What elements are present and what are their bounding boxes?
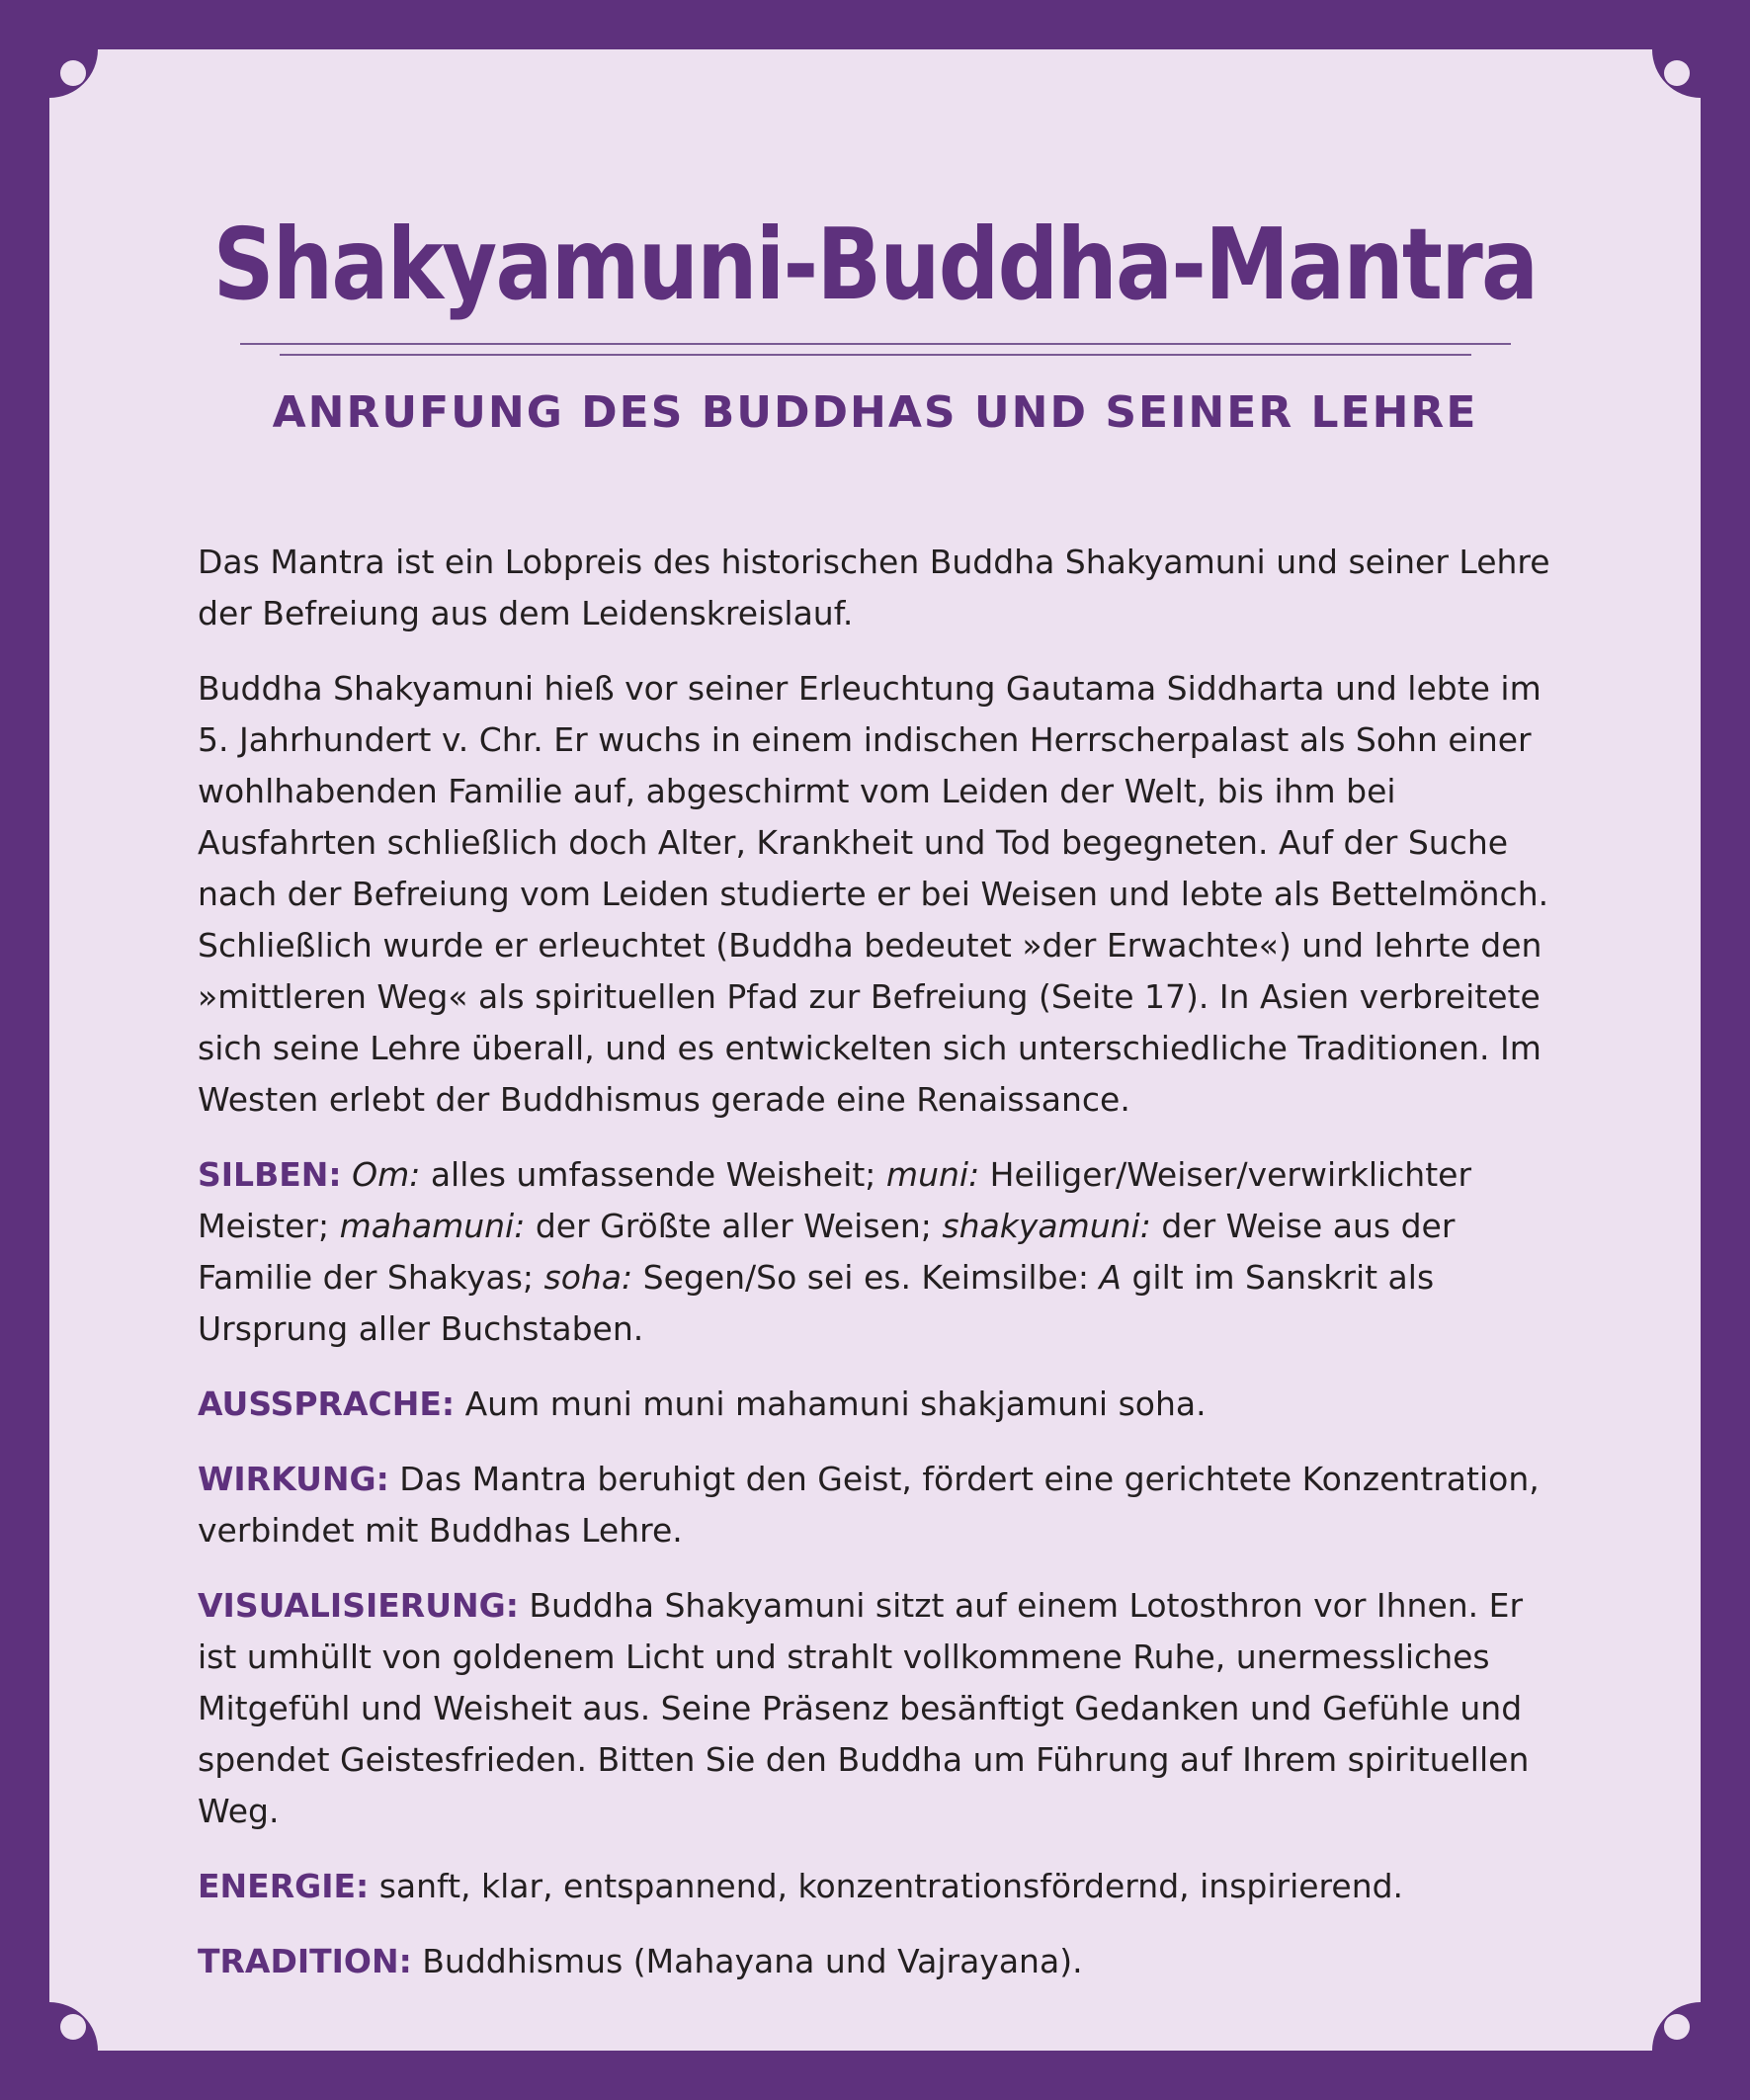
syllable-desc: der Weise aus der Familie der Shakyas; xyxy=(198,1207,1456,1297)
section-wirkung xyxy=(198,1454,1561,1556)
page-subtitle: ANRUFUNG DES BUDDHAS UND SEINER LEHRE xyxy=(272,387,1478,438)
section-text: Aum muni muni mahamuni shakjamuni soha. xyxy=(455,1385,1207,1423)
syllable-term: A xyxy=(1099,1258,1122,1297)
syllable-term: mahamuni: xyxy=(339,1207,526,1245)
syllable-desc: gilt im Sanskrit als Ursprung aller Buchstaben. xyxy=(198,1258,1435,1348)
syllable-desc: der Größte aller Weisen; xyxy=(525,1207,943,1245)
section-text: Das Mantra beruhigt den Geist, fördert eine gerichtete Konzentration, verbindet mit Buddhas Lehre. xyxy=(198,1460,1540,1550)
section-silben xyxy=(198,1149,1561,1355)
intro-paragraph-2: Buddha Shakyamuni hieß vor seiner Erleuchtung Gautama Siddharta und lebte im 5. Jahrhundert v. Chr. Er wuchs in einem indischen Herrscherpalast als Sohn einer wohlhabenden Familie auf, abgeschirmt vom Leiden der Welt, bis ihm bei Ausfahrten schließlich doch Alter, Krankheit und Tod begegneten. Auf der Suche nach der Befreiung vom Leiden studierte er bei Weisen und lebte als Bettelmönch. Schließlich wurde er erleuchtet (Buddha bedeutet »der Erwachte«) und lehrte den »mittleren Weg« als spirituellen Pfad zur Befreiung (Seite 17). In Asien verbreitete sich seine Lehre überall, und es entwickelten sich unterschiedliche Traditionen. Im Westen erlebt der Buddhismus gerade eine Renaissance. xyxy=(198,669,1549,1119)
syllable-term: shakyamuni: xyxy=(942,1207,1151,1245)
syllable-term: Om: xyxy=(352,1155,421,1194)
corner-notch-bottom-right xyxy=(1652,2002,1701,2051)
title-divider-upper xyxy=(240,343,1511,345)
section-aussprache xyxy=(198,1379,1561,1430)
section-visualisierung xyxy=(198,1580,1561,1837)
section-label: ENERGIE: xyxy=(198,1867,370,1905)
corner-notch-bottom-left xyxy=(49,2002,98,2051)
section-label: SILBEN: xyxy=(198,1155,342,1194)
body-text xyxy=(198,537,1561,2011)
corner-dot xyxy=(1664,60,1690,86)
corner-dot xyxy=(1664,2014,1690,2040)
syllable-desc: alles umfassende Weisheit; xyxy=(420,1155,886,1194)
syllable-desc: Heiliger/Weiser/verwirklichter Meister; xyxy=(198,1155,1472,1245)
section-label: AUSSPRACHE: xyxy=(198,1385,456,1423)
corner-notch-top-left xyxy=(49,49,98,98)
section-label: TRADITION: xyxy=(198,1942,412,1980)
section-tradition xyxy=(198,1936,1561,1987)
intro-paragraph-1: Das Mantra ist ein Lobpreis des historischen Buddha Shakyamuni und seiner Lehre der Befreiung aus dem Leidenskreislauf. xyxy=(198,543,1550,632)
section-energie xyxy=(198,1861,1561,1912)
syllable-desc: Segen/So sei es. Keimsilbe: xyxy=(632,1258,1100,1297)
title-divider-lower xyxy=(280,354,1471,356)
syllable-term: soha: xyxy=(543,1258,633,1297)
corner-dot xyxy=(60,60,86,86)
corner-notch-top-right xyxy=(1652,49,1701,98)
section-label: VISUALISIERUNG: xyxy=(198,1586,519,1625)
syllable-term: muni: xyxy=(885,1155,980,1194)
section-text: sanft, klar, entspannend, konzentrationsfördernd, inspirierend. xyxy=(369,1867,1404,1905)
section-text: Buddhismus (Mahayana und Vajrayana). xyxy=(411,1942,1083,1980)
corner-dot xyxy=(60,2014,86,2040)
section-label: WIRKUNG: xyxy=(198,1460,389,1498)
section-text: Buddha Shakyamuni sitzt auf einem Lotosthron vor Ihnen. Er ist umhüllt von goldenem Licht und strahlt vollkommene Ruhe, unermessliches Mitgefühl und Weisheit aus. Seine Präsenz besänftigt Gedanken und Gefühle und spendet Geistesfrieden. Bitten Sie den Buddha um Führung auf Ihrem spirituellen Weg. xyxy=(198,1586,1530,1830)
page-title: Shakyamuni-Buddha-Mantra xyxy=(212,207,1538,322)
mantra-card xyxy=(49,49,1701,2051)
